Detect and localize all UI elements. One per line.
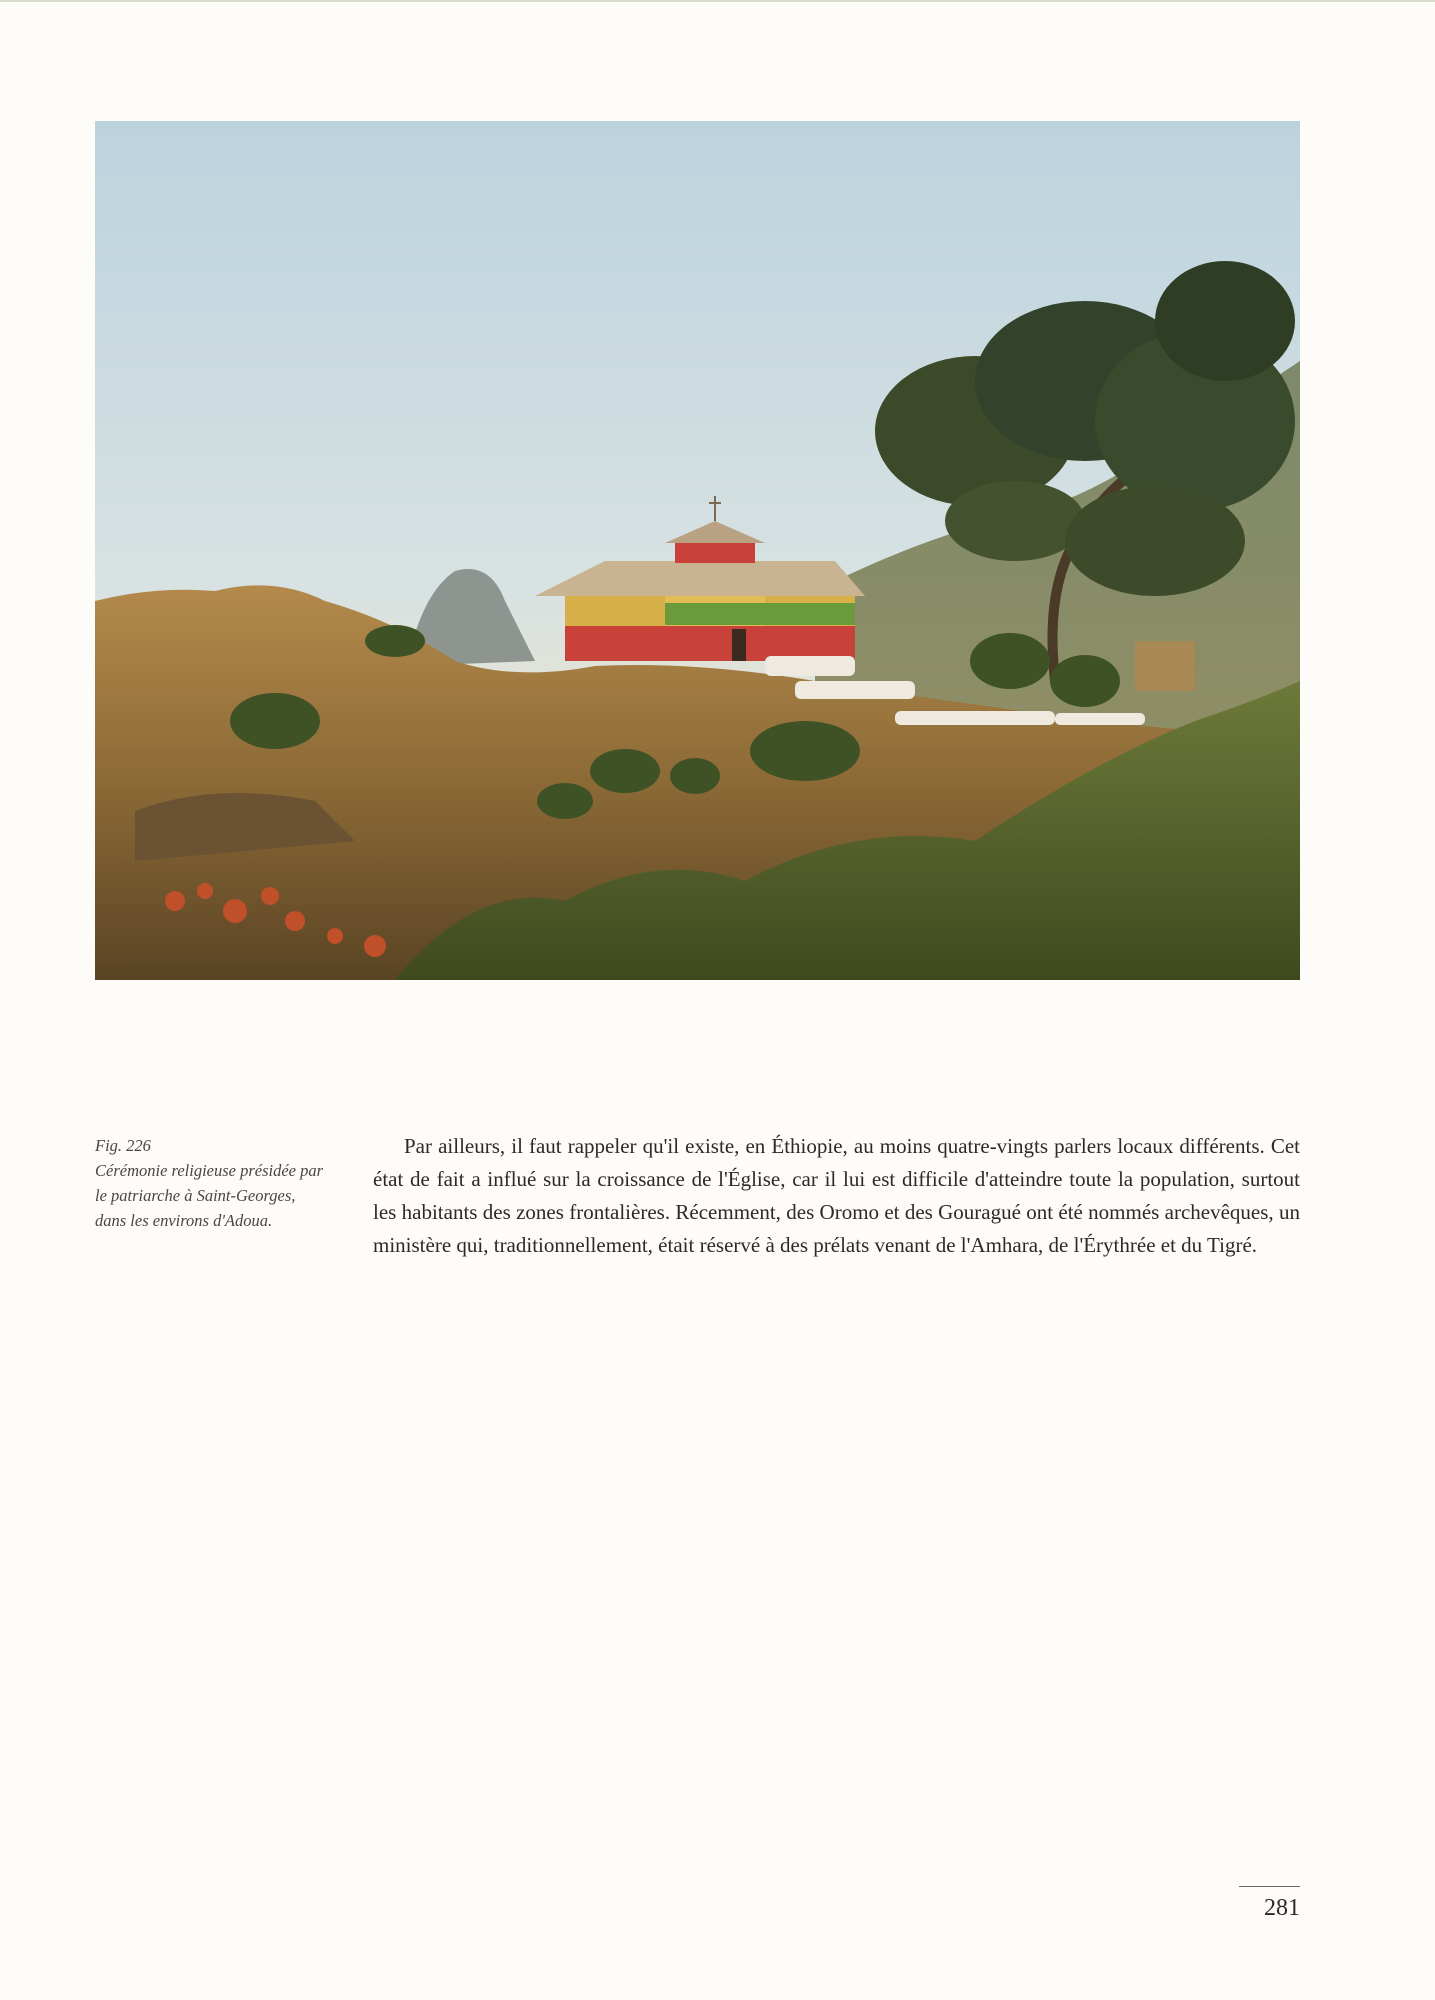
top-edge-rule bbox=[0, 0, 1435, 2]
body-paragraph: Par ailleurs, il faut rappeler qu'il existe, en Éthiopie, au moins quatre-vingts parlers locaux différents. Cet état de fait a influé sur la croissance de l'Église, car il lui est difficile d'atteindre toute la population, surtout les habitants des zones frontalières. Récemment, des Oromo et des Gouragué ont été nommés archevêques, un ministère qui, traditionnellement, était réservé à des prélats venant de l'Amhara, de l'Érythrée et du Tigré. bbox=[373, 1134, 1300, 1257]
photo-illustration bbox=[95, 121, 1300, 980]
page-number-rule bbox=[1239, 1886, 1300, 1887]
page-number: 281 bbox=[1264, 1895, 1300, 1921]
figure-caption-text: Cérémonie religieuse présidée par le patriarche à Saint-Georges, dans les environs d'Adoua. bbox=[95, 1161, 324, 1230]
figure-caption bbox=[95, 1133, 325, 1233]
figure-photo bbox=[95, 121, 1300, 980]
hut bbox=[1135, 641, 1195, 691]
figure-number: Fig. 226 bbox=[95, 1136, 151, 1155]
